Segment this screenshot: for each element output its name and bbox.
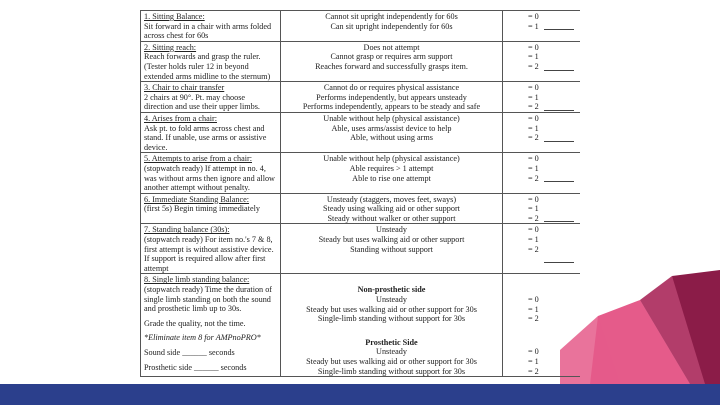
- score-spacer: [506, 285, 577, 295]
- criteria-line: Able to rise one attempt: [352, 173, 431, 183]
- criteria-line: Single-limb standing without support for 30s: [317, 366, 466, 376]
- score-cell: [503, 153, 581, 193]
- task-cell: [141, 224, 281, 274]
- criteria-cell: [281, 112, 503, 152]
- task-line: *Eliminate item 8 for AMPnoPRO*: [144, 333, 261, 343]
- score-blank-line: [544, 181, 574, 182]
- task-title: 6. Immediate Standing Balance:: [144, 194, 250, 204]
- task-title: 4. Arises from a chair:: [144, 113, 217, 123]
- score-blank-line: [544, 29, 574, 30]
- criteria-line: Unsteady: [376, 295, 407, 305]
- score-blank-line: [544, 221, 574, 222]
- group-spacer: [506, 275, 577, 285]
- score-value: = 0: [528, 12, 539, 21]
- score-value: = 0: [528, 295, 539, 305]
- criteria-line: Able, uses arms/assist device to help: [331, 123, 452, 133]
- bottom-bar: [0, 384, 720, 405]
- task-line: Sit forward in a chair with arms folded: [144, 21, 272, 31]
- score-value: = 2: [528, 244, 539, 254]
- criteria-cell: [281, 82, 503, 113]
- score-value: = 0: [528, 225, 539, 235]
- table-row: [141, 11, 581, 42]
- criteria-line: Steady but uses walking aid or other support for 30s: [306, 304, 477, 314]
- score-cell: [503, 224, 581, 274]
- task-line: (stopwatch ready) If attempt in no. 4,: [144, 163, 266, 173]
- criteria-line: Unable without help (physical assistance): [323, 154, 460, 164]
- criteria-line: Single-limb standing without support for 30s: [317, 314, 466, 324]
- task-line: (stopwatch ready) Time the duration of: [144, 285, 273, 295]
- group-spacer: [506, 324, 577, 338]
- task-title: 7. Standing balance (30s):: [144, 225, 230, 235]
- criteria-line: Able requires > 1 attempt: [349, 163, 434, 173]
- score-value: = 0: [528, 113, 539, 123]
- score-cell: [503, 82, 581, 113]
- score-value: = 2: [528, 61, 539, 71]
- score-cell: [503, 112, 581, 152]
- table-row: [141, 274, 581, 377]
- table-row: [141, 82, 581, 113]
- score-value: = 0: [528, 83, 539, 93]
- score-value: = 1: [528, 21, 539, 31]
- criteria-line: Unsteady: [376, 347, 407, 357]
- score-value: = 0: [528, 154, 539, 164]
- task-cell: [141, 11, 281, 42]
- score-value: = 1: [528, 92, 539, 102]
- score-blank-line: [544, 110, 574, 111]
- score-value: = 2: [528, 102, 539, 112]
- task-line: was without arms then ignore and allow: [144, 173, 275, 183]
- score-value: = 1: [528, 123, 539, 133]
- criteria-cell: [281, 224, 503, 274]
- table-row: [141, 153, 581, 193]
- task-cell: [141, 274, 281, 377]
- task-line: attempt: [144, 263, 169, 273]
- criteria-line: Steady but uses walking aid or other support for 30s: [306, 357, 477, 366]
- score-value: = 0: [528, 42, 539, 52]
- task-title: 2. Sitting reach:: [144, 42, 197, 52]
- criteria-cell: [281, 153, 503, 193]
- table-body: [141, 11, 581, 377]
- score-value: = 2: [528, 173, 539, 183]
- task-line: Reach forwards and grasp the ruler.: [144, 52, 261, 62]
- criteria-line: Steady without walker or other support: [327, 213, 456, 223]
- table-row: [141, 193, 581, 224]
- score-blank-line: [544, 141, 574, 142]
- task-title: 3. Chair to chair transfer: [144, 83, 225, 93]
- criteria-line: Reaches forward and successfully grasps item.: [315, 61, 468, 71]
- criteria-line: Does not attempt: [363, 42, 420, 52]
- task-cell: [141, 193, 281, 224]
- criteria-line: Unsteady: [376, 225, 407, 235]
- task-line: single limb standing on both the sound: [144, 294, 271, 304]
- score-value: = 2: [528, 366, 539, 376]
- score-cell: [503, 274, 581, 377]
- task-cell: [141, 41, 281, 81]
- criteria-cell: [281, 11, 503, 42]
- criteria-line: Unable without help (physical assistance): [323, 113, 460, 123]
- score-value: = 1: [528, 52, 539, 62]
- group-spacer: [284, 324, 499, 338]
- task-cell: [141, 112, 281, 152]
- score-value: = 2: [528, 213, 539, 223]
- score-value: = 1: [528, 357, 539, 366]
- criteria-cell: [281, 41, 503, 81]
- score-value: = 2: [528, 314, 539, 324]
- criteria-cell: [281, 274, 503, 377]
- score-cell: [503, 11, 581, 42]
- task-line: (first 5s) Begin timing immediately: [144, 204, 260, 214]
- score-value: = 1: [528, 163, 539, 173]
- task-line: Ask pt. to fold arms across chest and: [144, 123, 265, 133]
- side-heading: Prosthetic Side: [365, 337, 418, 347]
- table-row: [141, 224, 581, 274]
- table-row: [141, 41, 581, 81]
- criteria-line: Steady using walking aid or other support: [323, 204, 460, 214]
- criteria-line: Can sit upright independently for 60s: [330, 21, 453, 31]
- criteria-line: Cannot grasp or requires arm support: [330, 52, 453, 62]
- criteria-line: Unsteady (staggers, moves feet, sways): [326, 194, 457, 204]
- criteria-line: Cannot sit upright independently for 60s: [325, 12, 458, 21]
- criteria-line: Performs independently, but appears unsteady: [316, 92, 467, 102]
- criteria-line: Standing without support: [350, 244, 433, 254]
- criteria-line: Performs independently, appears to be steady and safe: [302, 102, 481, 112]
- task-line: Prosthetic side ______ seconds: [144, 362, 247, 372]
- criteria-line: Steady but uses walking aid or other support: [318, 235, 465, 245]
- task-cell: [141, 82, 281, 113]
- table-row: [141, 112, 581, 152]
- task-line: (Tester holds ruler 12 in beyond: [144, 61, 249, 71]
- task-line: device.: [144, 142, 168, 152]
- task-title: 1. Sitting Balance:: [144, 12, 205, 21]
- task-line: extended arms midline to the sternum): [144, 71, 271, 81]
- score-value: = 1: [528, 304, 539, 314]
- criteria-line: Able, without using arms: [350, 133, 433, 143]
- task-title: 5. Attempts to arise from a chair:: [144, 154, 252, 164]
- task-line: Sound side ______ seconds: [144, 348, 235, 357]
- criteria-cell: [281, 193, 503, 224]
- task-title: 8. Single limb standing balance:: [144, 275, 250, 285]
- task-line: Grade the quality, not the time.: [144, 318, 246, 328]
- score-blank-line: [544, 70, 574, 71]
- score-value: = 0: [528, 347, 539, 357]
- score-spacer: [506, 338, 577, 348]
- task-line: stand. If unable, use arms or assistive: [144, 133, 267, 143]
- task-line: across chest for 60s: [144, 31, 209, 41]
- task-line: and prosthetic limb up to 30s.: [144, 304, 242, 314]
- score-cell: [503, 193, 581, 224]
- score-value: = 1: [528, 235, 539, 245]
- task-line: direction and use their upper limbs.: [144, 102, 260, 112]
- score-value: = 0: [528, 194, 539, 204]
- criteria-line: Cannot do or requires physical assistance: [323, 83, 460, 93]
- task-line: 2 chairs at 90°. Pt. may choose: [144, 92, 246, 102]
- score-value: = 2: [528, 133, 539, 143]
- side-heading: Non-prosthetic side: [357, 285, 426, 295]
- score-cell: [503, 41, 581, 81]
- score-value: = 1: [528, 204, 539, 214]
- task-line: first attempt is without assistive device.: [144, 244, 274, 254]
- task-line: If support is required allow after first: [144, 254, 266, 264]
- score-blank-line: [544, 262, 574, 263]
- assessment-table: [140, 10, 580, 377]
- group-spacer: [284, 275, 499, 285]
- task-line: (stopwatch ready) For item no.'s 7 & 8,: [144, 235, 273, 245]
- task-cell: [141, 153, 281, 193]
- assessment-document: [140, 10, 580, 384]
- task-line: another attempt without penalty.: [144, 183, 250, 193]
